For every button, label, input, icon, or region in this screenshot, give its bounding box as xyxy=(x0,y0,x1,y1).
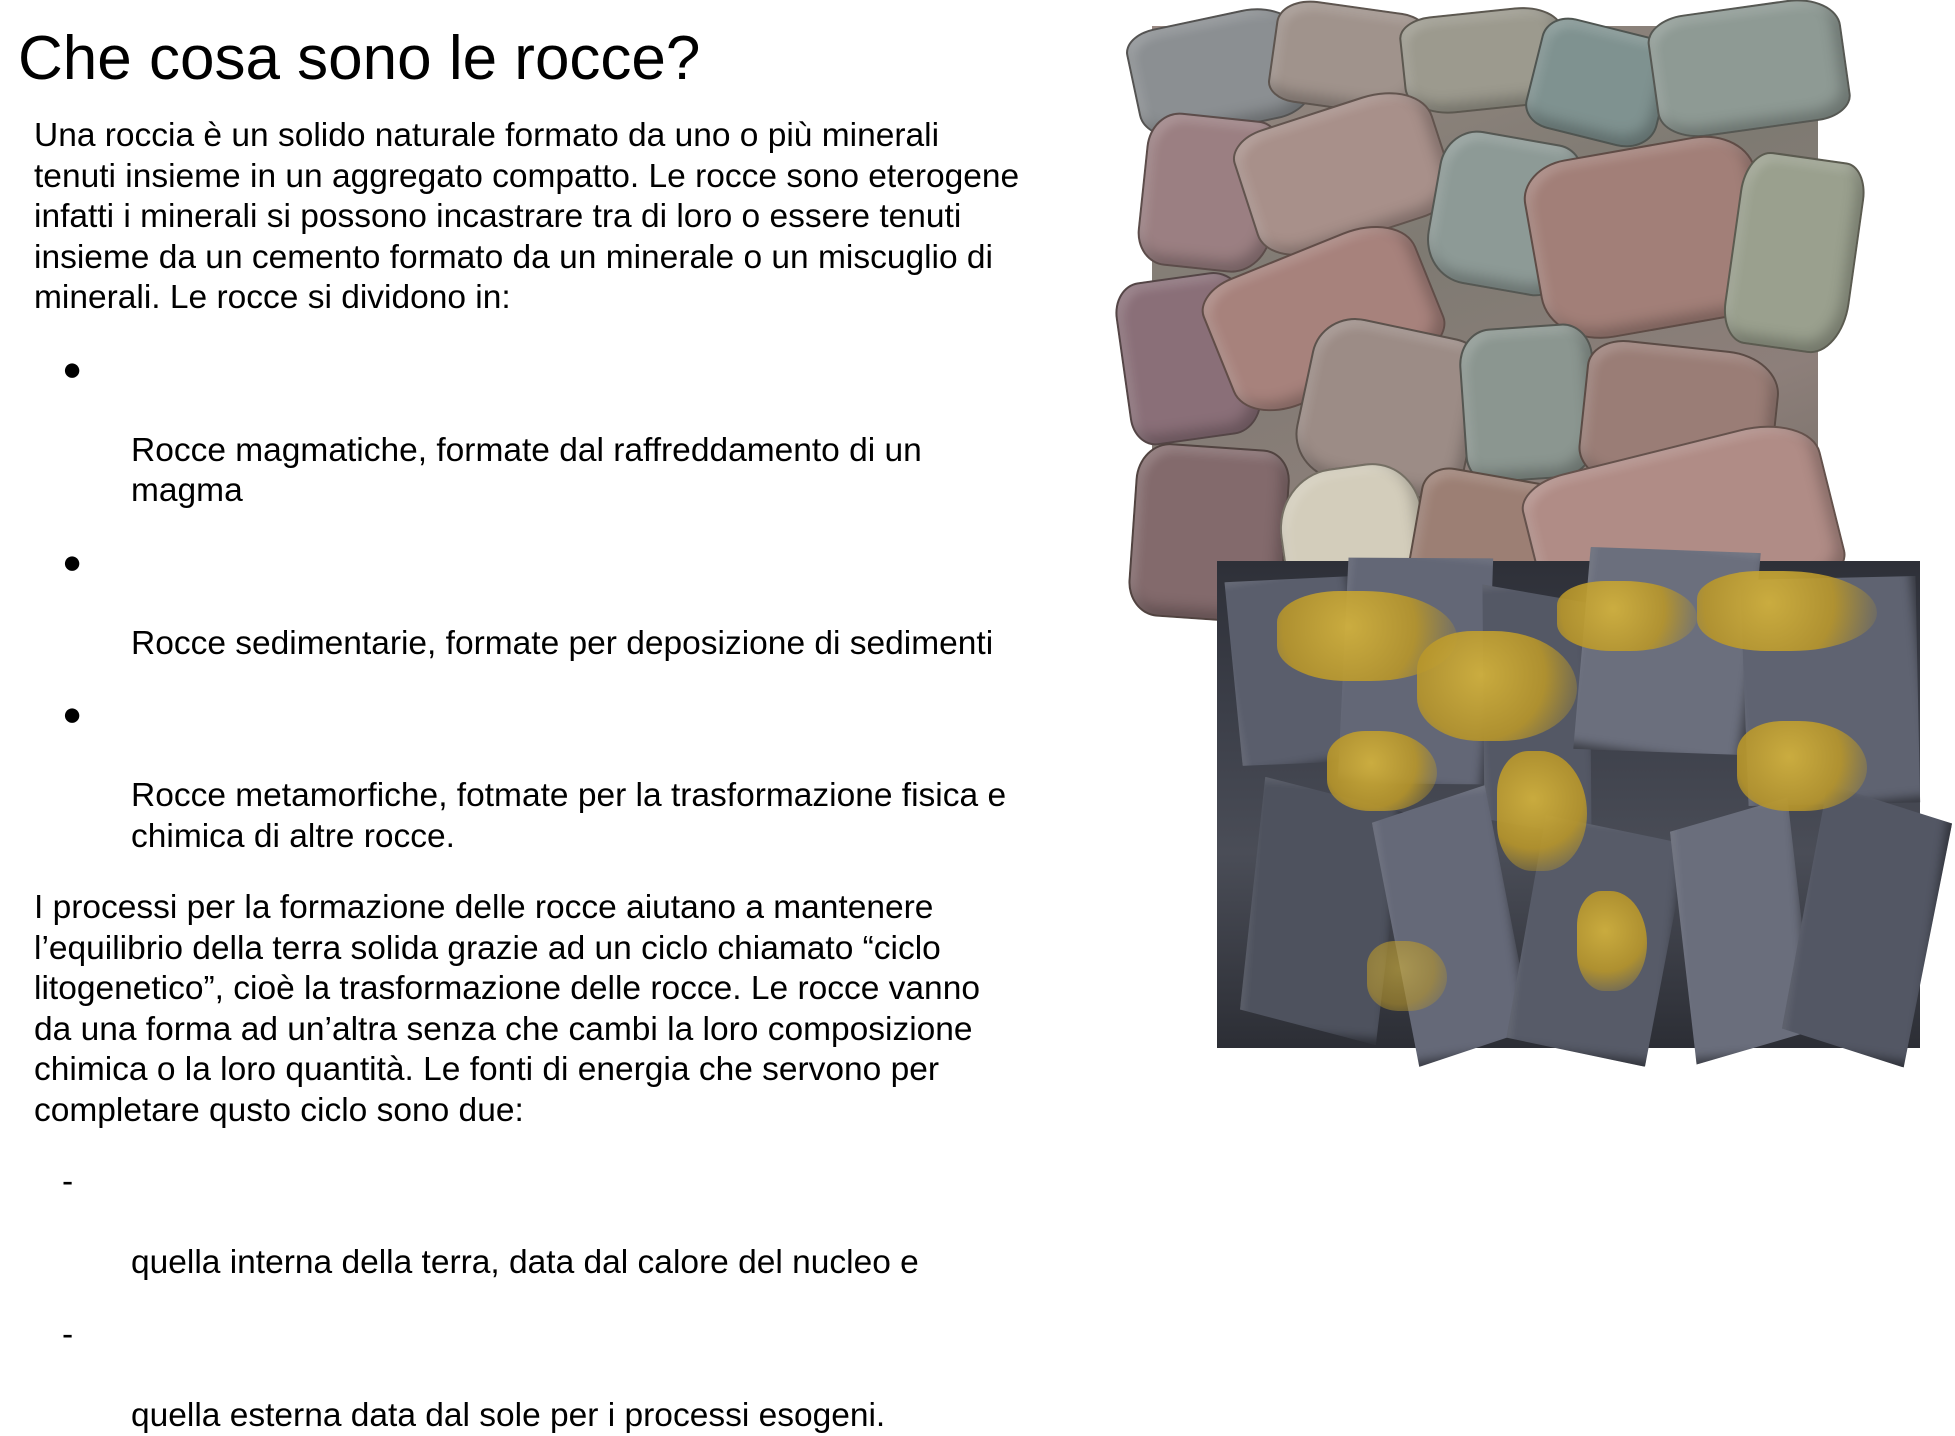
cliff-slab xyxy=(1779,783,1955,1070)
list-item xyxy=(34,1315,1154,1436)
bullet-marker: ● xyxy=(62,543,82,584)
list-item-text: Rocce metamorfiche, fotmate per la trasformazione fisica e chimica di altre rocce. xyxy=(131,777,1006,855)
rock-shape xyxy=(1644,0,1853,143)
rock-shape xyxy=(1719,148,1869,357)
rock-types-list xyxy=(34,350,1154,858)
list-item xyxy=(34,543,1154,665)
dash-marker: - xyxy=(62,1315,73,1356)
list-item-text: Rocce magmatiche, formate dal raffreddamento di un magma xyxy=(131,432,922,510)
intro-paragraph: Una roccia è un solido naturale formato da uno o più minerali tenuti insieme in un aggregato compatto. Le rocce sono eterogene infatti i minerali si possono incastrare tra di loro o essere tenuti insieme da un cemento formato da un minerale o un miscuglio di minerali. Le rocce si dividono in: xyxy=(34,116,1154,319)
lichen-patch xyxy=(1737,721,1867,811)
bullet-marker: ● xyxy=(62,350,82,391)
list-item xyxy=(34,1162,1154,1284)
lichen-patch xyxy=(1557,581,1697,651)
lichen-patch xyxy=(1417,631,1577,741)
list-item xyxy=(34,695,1154,857)
cliff-slab xyxy=(1563,530,1772,773)
list-item-text: quella esterna data dal sole per i processi esogeni. xyxy=(131,1397,885,1434)
slide-title: Che cosa sono le rocce? xyxy=(18,22,700,96)
lichen-patch xyxy=(1367,941,1447,1011)
slide-body xyxy=(34,116,1154,1436)
lichen-patch xyxy=(1497,751,1587,871)
rocks-pile-photo xyxy=(1152,26,1818,599)
lichen-patch xyxy=(1577,891,1647,991)
lichen-patch xyxy=(1697,571,1877,651)
lichen-patch xyxy=(1327,731,1437,811)
list-item-text: Rocce sedimentarie, formate per deposizione di sedimenti xyxy=(131,625,993,662)
energy-sources-list xyxy=(34,1162,1154,1436)
cycle-paragraph: I processi per la formazione delle rocce aiutano a mantenere l’equilibrio della terra solida grazie ad un ciclo chiamato “ciclo litogenetico”, cioè la trasformazione delle rocce. Le rocce vanno da una forma ad un’altra senza che cambi la loro composizione chimica o la loro quantità. Le fonti di energia che servono per completare qusto ciclo sono due: xyxy=(34,888,1154,1131)
rock-shape xyxy=(1457,322,1601,485)
list-item-text: quella interna della terra, data dal calore del nucleo e xyxy=(131,1244,919,1281)
dash-marker: - xyxy=(62,1162,73,1203)
lichen-cliff-photo xyxy=(1217,561,1920,1048)
list-item xyxy=(34,350,1154,512)
bullet-marker: ● xyxy=(62,695,82,736)
